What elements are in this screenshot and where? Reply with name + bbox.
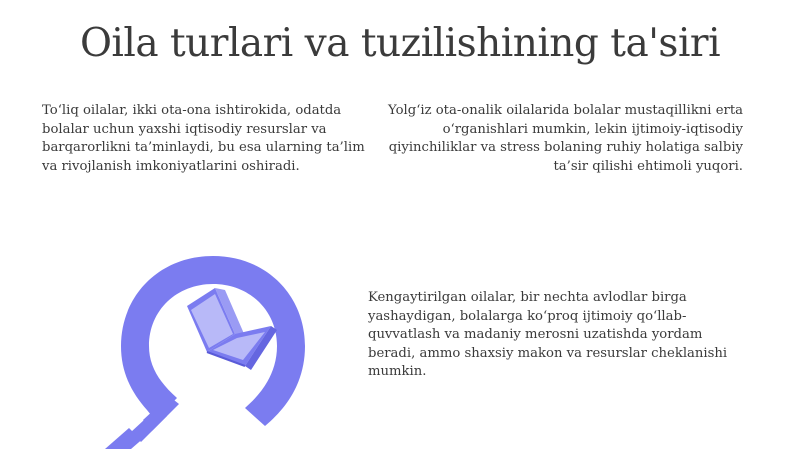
slide-title: Oila turlari va tuzilishining ta'siri — [79, 21, 721, 66]
paragraph-single-parent-families: Yolg‘iz ota-onalik oilalarida bolalar mustaqillikni erta o‘rganishlari mumkin, lekin ijtimoiy-iqtisodiy qiyinchiliklar va stress bolaning ruhiy holatiga salbiy ta’sir qilishi ehtimoli yuqori. — [388, 103, 743, 174]
paragraph-extended-families: Kengaytirilgan oilalar, bir nechta avlodlar birga yashaydigan, bolalarga ko‘proq ijtimoiy qo‘llab-quvvatlash va madaniy merosni uzatishda yordam beradi, ammo shaxsiy makon va resurslar cheklanishi mumkin. — [368, 290, 728, 379]
lightbulb-with-book-icon — [95, 248, 310, 449]
paragraph-complete-families: To‘liq oilalar, ikki ota-ona ishtirokida, odatda bolalar uchun yaxshi iqtisodiy resurslar va barqarorlikni ta’minlaydi, bu esa ularning ta’lim va rivojlanish imkoniyatlarini oshiradi. — [42, 103, 365, 174]
